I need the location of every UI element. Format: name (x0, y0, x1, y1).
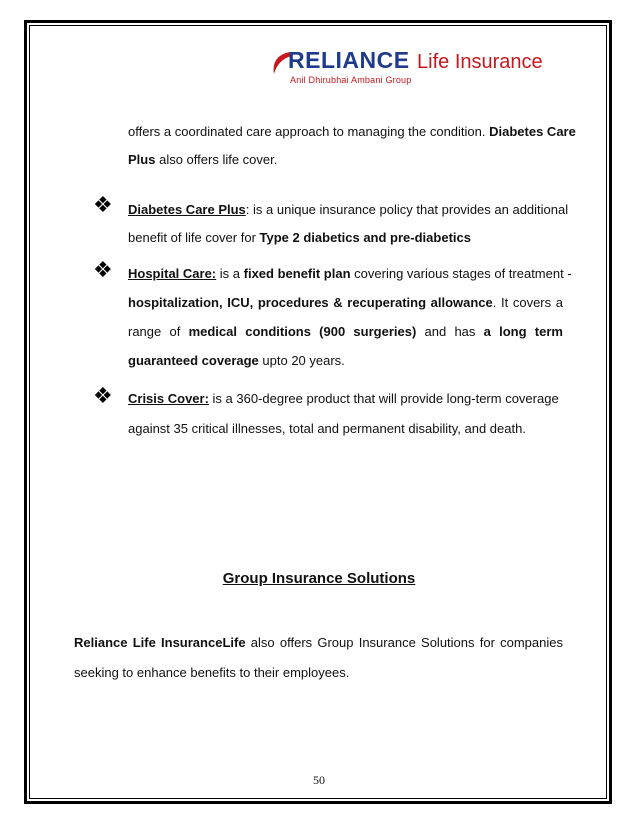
section-heading: Group Insurance Solutions (222, 570, 416, 587)
four-diamond-bullet-icon: ❖ (93, 257, 113, 282)
four-diamond-bullet-icon: ❖ (93, 383, 113, 408)
bullet-1-line-1 (128, 202, 568, 218)
intro-bold: Diabetes Care (489, 124, 576, 139)
bullet-2-line3-a: range of (128, 324, 181, 339)
section-para-text-2: seeking to enhance benefits to their employees. (74, 665, 350, 680)
section-para-line-1 (74, 635, 563, 651)
logo-product: Life Insurance (417, 51, 543, 73)
bullet-2-line-4 (128, 353, 345, 369)
page-border-inner (29, 25, 607, 799)
bullet-3-title: Crisis Cover: (128, 391, 209, 406)
intro-bold-2: Plus (128, 152, 156, 167)
bullet-2-line-3 (128, 324, 563, 340)
bullet-2-line4-bold: guaranteed coverage (128, 353, 259, 368)
bullet-2-line-1 (128, 266, 572, 282)
reliance-logo (288, 48, 550, 88)
bullet-2-line3-bold2: a long term (483, 324, 563, 339)
bullet-2-text: is a (219, 266, 240, 281)
bullet-1-title: Diabetes Care Plus (128, 202, 246, 217)
bullet-3-text-2: against 35 critical illnesses, total and permanent disability, and death. (128, 421, 526, 436)
intro-text-2: also offers life cover. (159, 152, 278, 167)
bullet-2-line2-bold: hospitalization, ICU, procedures & recuperating allowance (128, 295, 493, 310)
intro-text: offers a coordinated care approach to managing the condition. (128, 124, 486, 139)
bullet-2-title: Hospital Care: (128, 266, 217, 281)
bullet-3-line-2 (128, 421, 526, 437)
bullet-1-colon: : (245, 202, 250, 217)
intro-line-2 (128, 152, 277, 168)
bullet-2-bold: fixed benefit plan (243, 266, 351, 281)
bullet-2-text-b: covering various stages of treatment - (354, 266, 572, 281)
bullet-2-line2-rest: . It covers a (492, 295, 563, 310)
bullet-1-line-2 (128, 230, 471, 246)
bullet-1-bold: Type 2 diabetics and pre-diabetics (259, 230, 471, 245)
page-number: 50 (313, 773, 325, 787)
intro-line-1 (128, 124, 576, 140)
bullet-2-line3-bold1: medical conditions (900 surgeries) (188, 324, 417, 339)
logo-brand: RELIANCE (288, 47, 410, 73)
bullet-2-line4-rest: upto 20 years. (262, 353, 345, 368)
logo-group: Anil Dhirubhai Ambani Group (290, 75, 412, 85)
bullet-1-text-2: benefit of life cover for (128, 230, 256, 245)
bullet-3-line-1 (128, 391, 559, 407)
section-para-text: also offers Group Insurance Solutions for companies (250, 635, 563, 650)
bullet-2-line-2 (128, 295, 563, 311)
four-diamond-bullet-icon: ❖ (93, 192, 113, 217)
bullet-3-text: is a 360-degree product that will provide long-term coverage (212, 391, 559, 406)
bullet-1-text: is a unique insurance policy that provides an additional (253, 202, 569, 217)
section-para-bold: Reliance Life InsuranceLife (74, 635, 246, 650)
bullet-2-line3-b: and has (424, 324, 476, 339)
section-para-line-2 (74, 665, 349, 681)
